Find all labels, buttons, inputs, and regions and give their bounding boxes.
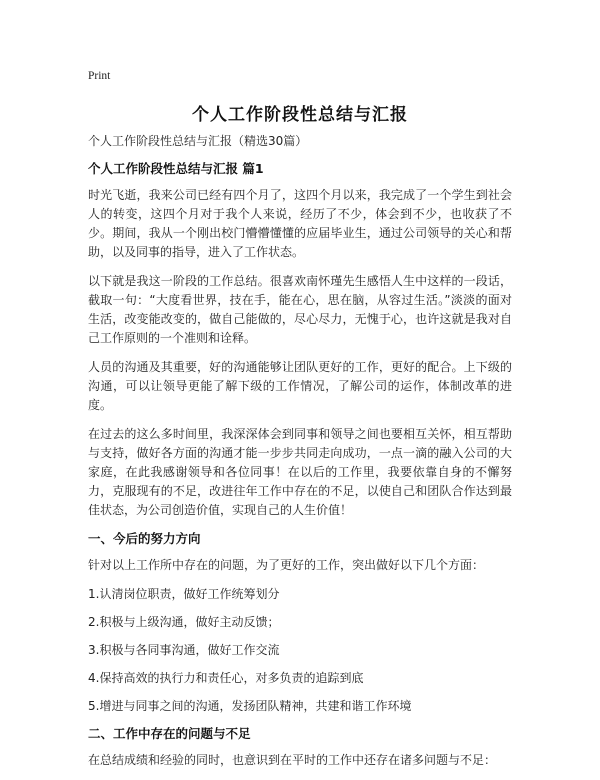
- paragraph-1: 时光飞逝，我来公司已经有四个月了，这四个月以来，我完成了一个学生到社会人的转变，这四个月对于我个人来说，经历了不少，体会到不少，也收获了不少。期间，我从一个刚出校门懵懵懂懂的应届毕业生，通过公司领导的关心和帮助，以及同事的指导，进入了工作状态。: [88, 188, 512, 259]
- paragraph-4: 在过去的这么多时间里，我深深体会到同事和领导之间也要相互关怀，相互帮助与支持，做好各方面的沟通才能一步步共同走向成功，一点一滴的融入公司的大家庭，在此我感谢领导和各位同事！在以后的工作里，我要依靠自身的不懈努力，克服现有的不足，改进往年工作中存在的不足，以使自己和团队合作达到最佳状态，为公司创造价值，实现自己的人生价值！: [88, 427, 512, 517]
- section-heading-future-direction: 一、今后的努力方向: [88, 531, 201, 546]
- future-direction-intro: 针对以上工作所中存在的问题，为了更好的工作，突出做好以下几个方面：: [88, 558, 485, 572]
- section-heading-problems: 二、工作中存在的问题与不足: [88, 726, 251, 741]
- list-item: 5.增进与同事之间的沟通，发扬团队精神，共建和谐工作环境: [88, 699, 412, 713]
- paragraph-3: 人员的沟通及其重要，好的沟通能够让团队更好的工作，更好的配合。上下级的沟通，可以让领导更能了解下级的工作情况，了解公司的运作，体制改革的进度。: [88, 360, 512, 412]
- section-heading-part1: 个人工作阶段性总结与汇报 篇1: [88, 161, 264, 176]
- print-link[interactable]: Print: [88, 70, 111, 82]
- list-item: 3.积极与各同事沟通，做好工作交流: [88, 643, 280, 657]
- list-item: 1.认清岗位职责，做好工作统筹划分: [88, 587, 280, 601]
- document-subtitle: 个人工作阶段性总结与汇报（精选30篇）: [88, 134, 308, 148]
- problems-intro: 在总结成绩和经验的同时，也意识到在平时的工作中还存在诸多问题与不足：: [88, 753, 497, 767]
- list-item: 2.积极与上级沟通，做好主动反馈；: [88, 615, 280, 629]
- paragraph-2: 以下就是我这一阶段的工作总结。很喜欢南怀瑾先生感悟人生中这样的一段话，截取一句：“大度看世界，技在手，能在心，思在脑，从容过生活。”淡淡的面对生活，改变能改变的，做自己能做的，尽心尽力，无愧于心，也许这就是我对自己工作原则的一个准则和诠释。: [88, 274, 512, 345]
- list-item: 4.保持高效的执行力和责任心，对多负责的追踪到底: [88, 671, 364, 685]
- document-body: [88, 132, 512, 780]
- document-title: 个人工作阶段性总结与汇报: [192, 105, 408, 125]
